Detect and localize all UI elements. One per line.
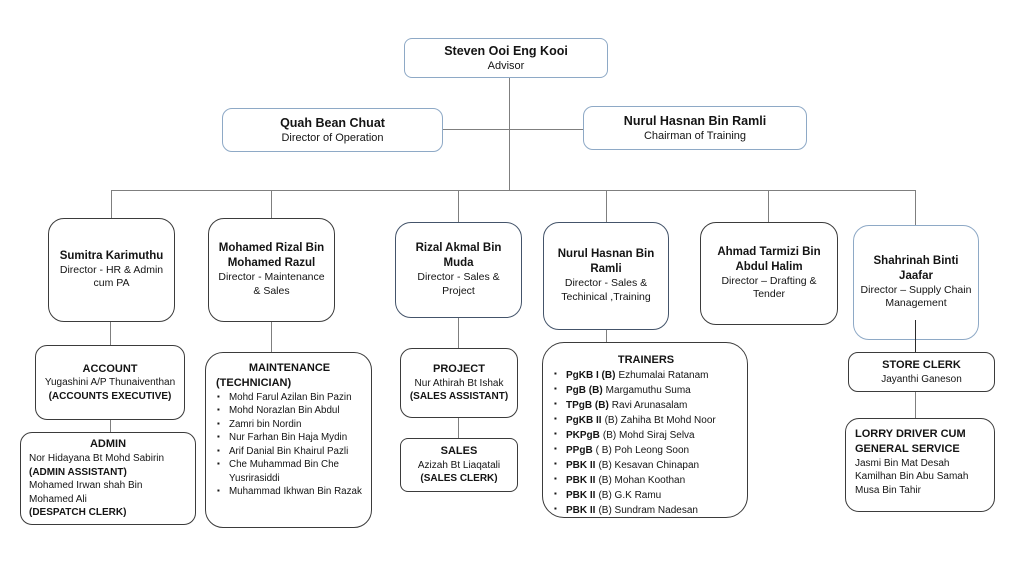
person-role: Advisor <box>487 59 525 72</box>
node-director-sales-project <box>395 222 522 318</box>
section-title: LORRY DRIVER CUM GENERAL SERVICE <box>855 428 966 455</box>
trainer-name: ( B) Poh Leong Soon <box>595 444 690 456</box>
trainer-code: PgB (B) <box>566 384 603 396</box>
node-sales <box>400 438 518 492</box>
list-item: ▪ Nur Farhan Bin Haja Mydin <box>216 431 363 445</box>
node-account <box>35 345 185 420</box>
node-chairman-training <box>583 106 807 150</box>
connector-level2-across <box>443 129 583 130</box>
connector-drop-salestech <box>606 190 607 222</box>
trainer-name: (B) Mohd Siraj Selva <box>602 429 695 441</box>
section-title: ACCOUNT <box>82 362 138 375</box>
connector-drop-salesproj <box>458 190 459 222</box>
trainer-name: (B) G.K Ramu <box>598 489 662 501</box>
person-name: Musa Bin Tahir <box>855 484 921 496</box>
trainer-name: (B) Sundram Nadesan <box>598 504 698 516</box>
person-name: Sumitra Karimuthu <box>59 249 164 262</box>
trainer-name: Ezhumalai Ratanam <box>618 369 709 381</box>
connector-trainers <box>606 330 607 342</box>
connector-drop-hr <box>111 190 112 218</box>
node-admin <box>20 432 196 525</box>
node-director-maintenance <box>208 218 335 322</box>
person-name: Shahrinah Binti Jaafar <box>873 254 959 282</box>
person-role: (ADMIN ASSISTANT) <box>29 466 127 478</box>
node-lorry-driver <box>845 418 995 512</box>
list-item: ▪ Arif Danial Bin Khairul Pazli <box>216 445 363 459</box>
node-director-hr <box>48 218 175 322</box>
person-name: Kamilhan Bin Abu Samah <box>855 471 969 483</box>
person-name: Steven Ooi Eng Kooi <box>444 43 568 58</box>
trainer-code: PKPgB <box>566 429 600 441</box>
list-item: ▪ Zamri bin Nordin <box>216 418 363 432</box>
person-role: Director – Drafting & Tender <box>721 274 817 301</box>
connector-maint <box>271 322 272 352</box>
connector-drop-drafting <box>768 190 769 222</box>
list-item: ▪ Muhammad Ikhwan Bin Razak <box>216 485 363 499</box>
node-advisor <box>404 38 608 78</box>
connector-project <box>458 318 459 348</box>
person-role: Director - Maintenance & Sales <box>218 271 325 297</box>
person-role: Director – Supply Chain Management <box>860 283 972 310</box>
node-maintenance-team <box>205 352 372 528</box>
section-title: STORE CLERK <box>882 358 961 371</box>
connector-account-admin <box>110 420 111 432</box>
person-name: Azizah Bt Liaqatali <box>417 459 501 471</box>
trainer-code: PgKB I (B) <box>566 369 616 381</box>
trainer-code: PBK II <box>566 474 596 486</box>
person-name: Yugashini A/P Thunaiventhan <box>44 377 176 389</box>
person-role: Director - Sales & Project <box>417 271 500 297</box>
person-name: Quah Bean Chuat <box>280 115 385 130</box>
trainer-code: PBK II <box>566 489 596 501</box>
section-subtitle: (TECHNICIAN) <box>216 376 292 389</box>
list-item: ▪ Che Muhammad Bin Che Yusrirasiddi <box>216 458 363 485</box>
trainer-code: PPgB <box>566 444 593 456</box>
person-role: Director - Sales & Techinical ,Training <box>561 277 651 303</box>
person-name: Nor Hidayana Bt Mohd Sabirin <box>29 453 165 465</box>
list-item <box>553 443 739 458</box>
trainer-name: Margamuthu Suma <box>605 384 691 396</box>
list-item <box>553 503 739 518</box>
list-item <box>553 413 739 428</box>
person-name: Jayanthi Ganeson <box>881 373 962 385</box>
list-item <box>553 428 739 443</box>
person-role: (SALES CLERK) <box>420 473 498 485</box>
trainer-name: (B) Mohan Koothan <box>598 474 686 486</box>
trainer-code: PBK II <box>566 504 596 516</box>
trainer-name: (B) Zahiha Bt Mohd Noor <box>604 414 716 426</box>
connector-hr-account <box>110 322 111 345</box>
person-name: Ahmad Tarmizi Bin Abdul Halim <box>717 245 821 273</box>
node-director-sales-technical <box>543 222 669 330</box>
person-name: Rizal Akmal Bin Muda <box>415 242 502 270</box>
node-trainers <box>542 342 748 518</box>
node-director-drafting <box>700 222 838 325</box>
person-role: (SALES ASSISTANT) <box>409 391 509 403</box>
connector-supply-store <box>915 320 916 352</box>
trainer-code: PBK II <box>566 459 596 471</box>
list-item <box>553 458 739 473</box>
connector-bus <box>111 190 915 191</box>
person-name: Mohamed Irwan shah Bin Mohamed Ali <box>29 480 143 505</box>
list-item: ▪ Mohd Farul Azilan Bin Pazin <box>216 391 363 405</box>
person-role: Director of Operation <box>281 131 384 144</box>
trainer-name: (B) Kesavan Chinapan <box>598 459 700 471</box>
trainer-name: Ravi Arunasalam <box>611 399 688 411</box>
node-project <box>400 348 518 418</box>
node-director-supply <box>853 225 979 340</box>
list-item <box>553 488 739 503</box>
person-role: (ACCOUNTS EXECUTIVE) <box>48 390 172 402</box>
list-item: ▪ Mohd Norazlan Bin Abdul <box>216 404 363 418</box>
node-store-clerk <box>848 352 995 392</box>
person-name: Nurul Hasnan Bin Ramli <box>623 113 767 128</box>
person-name: Jasmi Bin Mat Desah <box>855 457 950 469</box>
section-title: ADMIN <box>89 438 127 451</box>
connector-project-sales <box>458 418 459 438</box>
section-title: MAINTENANCE <box>248 362 331 374</box>
trainer-code: TPgB (B) <box>566 399 609 411</box>
person-name: Mohamed Rizal Bin Mohamed Razul <box>218 242 325 270</box>
list-item <box>553 368 739 383</box>
person-role: Chairman of Training <box>643 129 747 142</box>
connector-drop-supply <box>915 190 916 225</box>
person-role: Director - HR & Admin cum PA <box>59 263 164 290</box>
list-item <box>553 398 739 413</box>
person-name: Nurul Hasnan Bin Ramli <box>557 248 655 276</box>
section-title: PROJECT <box>433 363 485 376</box>
section-title: SALES <box>440 445 478 458</box>
person-name: Nur Athirah Bt Ishak <box>414 377 504 389</box>
trainer-code: PgKB II <box>566 414 602 426</box>
node-director-operation <box>222 108 443 152</box>
connector-store-lorry <box>915 392 916 418</box>
list-item <box>553 383 739 398</box>
connector-drop-maint <box>271 190 272 218</box>
person-role: (DESPATCH CLERK) <box>29 507 127 519</box>
connector-advisor-down <box>509 78 510 190</box>
section-title: TRAINERS <box>617 354 675 366</box>
list-item <box>553 473 739 488</box>
